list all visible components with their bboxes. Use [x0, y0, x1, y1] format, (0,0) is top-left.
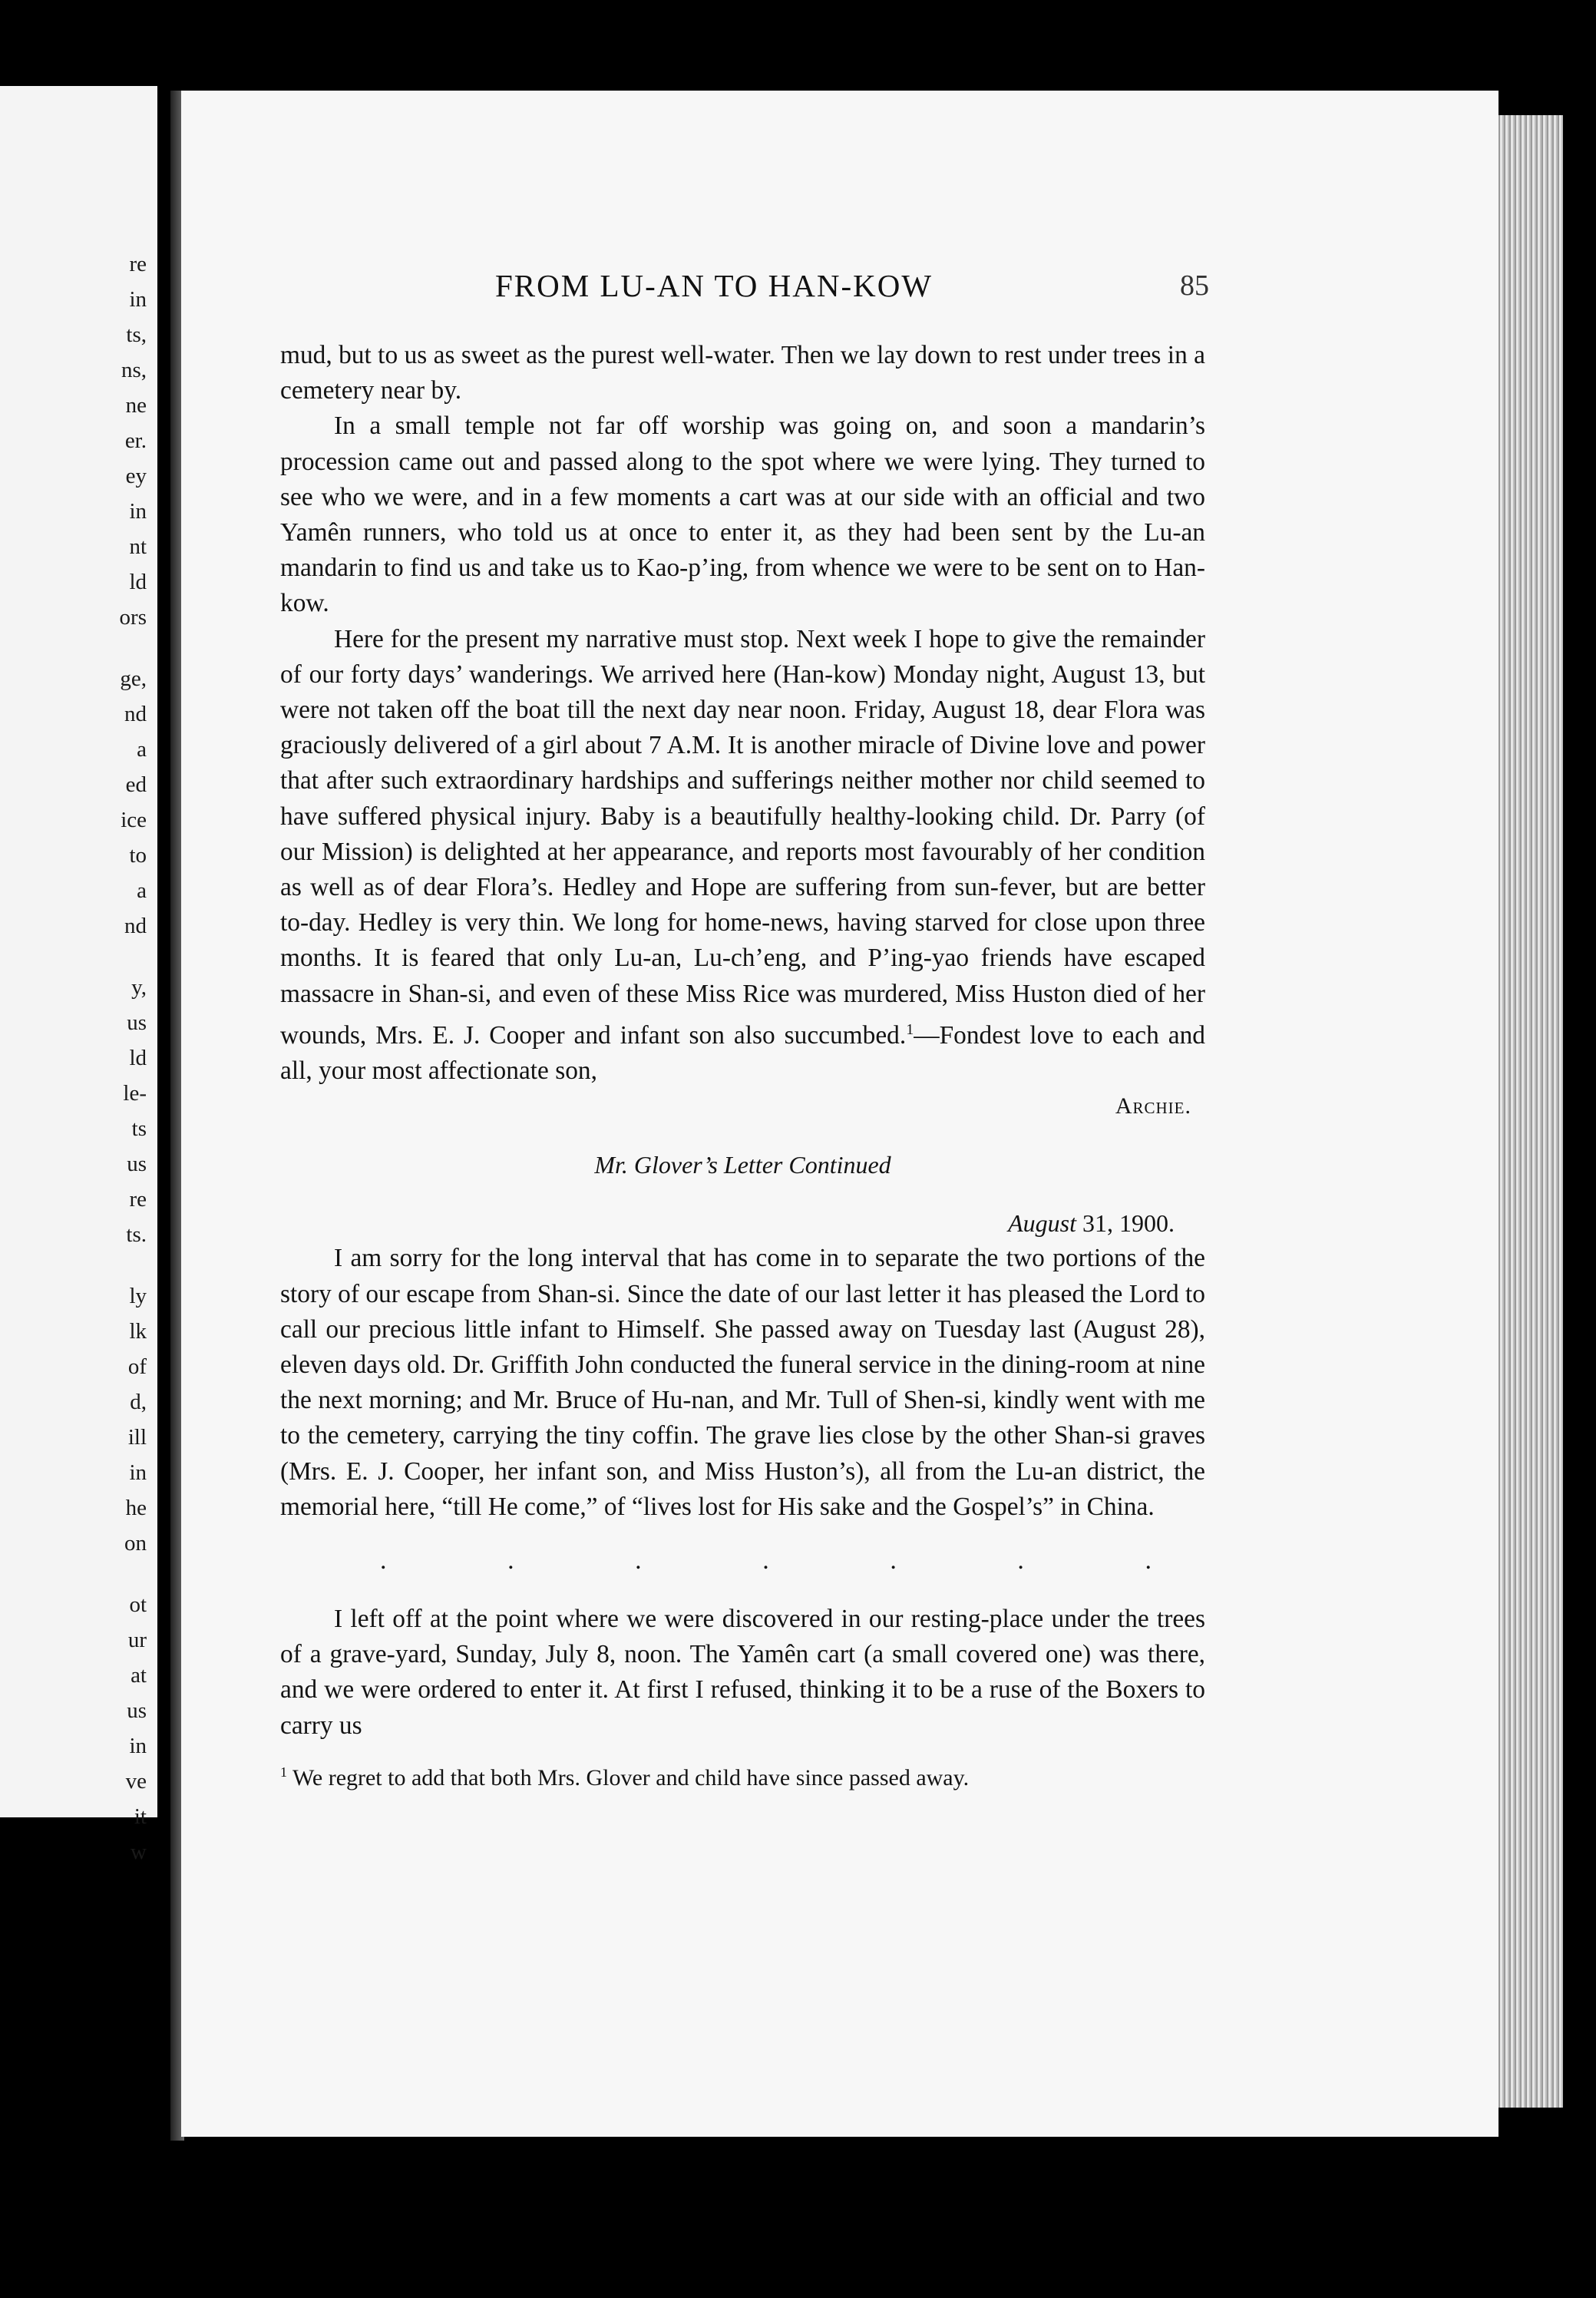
left-page-fragment: lk — [129, 1319, 147, 1344]
left-page-fragment: nd — [124, 914, 147, 938]
left-page-fragment: ld — [129, 1046, 147, 1070]
paragraph-5: I left off at the point where we were discovered in our resting-place under the trees of a grave-yard, Sunday, July 8, noon. The Yamên cart (a small covered one) was there, and we were ordered to enter it. At first I refused, thinking it to be a ruse of the Boxers to carry us — [280, 1605, 1205, 1740]
dateline — [280, 1205, 1175, 1241]
page-header — [292, 267, 1209, 313]
left-page-fragment: ts, — [126, 322, 147, 347]
left-page-fragment: ly — [129, 1284, 147, 1308]
paragraph-3 — [280, 622, 1205, 1089]
ellipsis-dot: . — [1017, 1546, 1024, 1576]
left-page-fragment: ld — [129, 570, 147, 594]
paragraph-3-text: Here for the present my narrative must stop. Next week I hope to give the remainder of our forty days’ wanderings. We arrived here (Han-kow) Monday night, August 13, but were not taken off the boat till the next day near noon. Friday, August 18, dear Flora was graciously delivered of a girl about 7 A.M. It is another miracle of Divine love and power that after such extraordinary hardships and sufferings neither mother nor child seemed to have suffered physical injury. Baby is a beautifully healthy-looking child. Dr. Parry (of our Mission) is delighted at her appearance, and reports most favourably of her condition as well as of dear Flora’s. Hedley and Hope are suffering from sun-fever, but are better to-day. Hedley is very thin. We long for home-news, having starved for close upon three months. It is feared that only Lu-an, Lu-ch’eng, and P’ing-yao friends have escaped massacre in Shan-si, and even of these Miss Rice was murdered, Miss Huston died of her wounds, Mrs. E. J. Cooper and infant son also succumbed. — [280, 624, 1205, 1050]
signature: Archie. — [1115, 1093, 1191, 1119]
ellipsis-row — [280, 1543, 1205, 1579]
ellipsis-dot: . — [1145, 1546, 1152, 1576]
ellipsis-dot: . — [380, 1546, 387, 1576]
page-body — [280, 338, 1205, 1794]
left-page-fragment: d, — [130, 1390, 147, 1414]
footnote-reference: 1 — [906, 1020, 914, 1038]
left-page-fragment: in — [129, 1734, 147, 1758]
left-page-fragment: in — [129, 1460, 147, 1485]
paragraph-2: In a small temple not far off worship was going on, and soon a mandarin’s procession came out and passed along to the spot where we were lying. They turned to see who we were, and in a few moments a cart was at our side with an official and two Yamên runners, who told us at once to enter it, as they had been sent by the Lu-an mandarin to find us and take us to Kao-p’ing, from whence we were to be sent on to Han-kow. — [280, 412, 1205, 618]
page-number: 85 — [1180, 269, 1209, 302]
left-page-fragment: y, — [131, 975, 147, 1000]
left-page-fragment: of — [127, 1354, 147, 1379]
left-page-fragment: ot — [129, 1592, 147, 1617]
paragraph-4: I am sorry for the long interval that has come in to separate the two portions of the story of our escape from Shan-si. Since the date of our last letter it has pleased the Lord to call our precious little infant to Himself. She passed away on Tuesday last (August 28), eleven days old. Dr. Griffith John conducted the funeral service in the dining-room at nine the next morning; and Mr. Bruce of Hu-nan, and Mr. Tull of Shen-si, kindly went with me to the cemetery, carrying the tiny coffin. The grave lies close by the other Shan-si graves (Mrs. E. J. Cooper, her infant son, and Miss Huston’s), all from the Lu-an district, the memorial here, “till He come,” of “lives lost for His sake and the Gospel’s” in China. — [280, 1244, 1205, 1521]
left-page-fragment: at — [131, 1663, 147, 1688]
ellipsis-dot: . — [635, 1546, 642, 1576]
left-page-fragment: a — [137, 737, 147, 762]
running-head: FROM LU-AN TO HAN-KOW — [495, 268, 933, 303]
left-page-fragment: ts. — [126, 1222, 147, 1247]
left-page-fragment: he — [125, 1496, 147, 1520]
paragraph-1: mud, but to us as sweet as the purest well-water. Then we lay down to rest under trees in a cemetery near by. — [280, 341, 1205, 405]
left-page-fragment: er. — [124, 428, 147, 453]
left-page-fragment: ns, — [121, 358, 147, 382]
left-page-fragment: in — [129, 499, 147, 524]
left-page-fragment: nt — [129, 534, 147, 559]
left-page-fragment: nd — [124, 702, 147, 726]
left-page-fragment: ur — [127, 1628, 147, 1652]
left-page-fragment: ne — [125, 393, 147, 418]
section-heading: Mr. Glover’s Letter Continued — [594, 1151, 891, 1179]
ellipsis-dot: . — [762, 1546, 769, 1576]
footnote-text: We regret to add that both Mrs. Glover and child have since passed away. — [292, 1764, 970, 1790]
left-page-fragment: ice — [121, 808, 147, 832]
left-page-fragment: ve — [125, 1769, 147, 1794]
left-page-fragment: ors — [119, 605, 147, 630]
left-page-fragment: a — [137, 878, 147, 903]
date-month: August — [1008, 1209, 1076, 1238]
left-page-fragment: to — [129, 843, 147, 868]
footnote — [280, 1756, 1205, 1794]
left-page-fragment: ts — [131, 1116, 147, 1141]
left-page-fragment: us — [127, 1010, 147, 1035]
left-page-fragment: us — [127, 1152, 147, 1176]
left-facing-page — [0, 86, 157, 1864]
ellipsis-dot: . — [890, 1546, 897, 1576]
left-page-fragment: us — [127, 1698, 147, 1723]
left-page-fragment: ey — [125, 464, 147, 488]
left-page-fragment: it — [134, 1804, 147, 1829]
left-page-fragment: in — [129, 287, 147, 312]
left-page-fragment: re — [129, 1187, 147, 1212]
left-page-fragment: ill — [127, 1425, 147, 1450]
ellipsis-dot: . — [507, 1546, 514, 1576]
left-page-fragment: re — [129, 252, 147, 276]
left-page-fragment: on — [124, 1531, 147, 1556]
left-page-fragment: ge, — [120, 666, 147, 691]
footnote-marker: 1 — [280, 1764, 287, 1780]
left-page-fragment: le- — [123, 1081, 147, 1106]
date-rest: 31, 1900. — [1082, 1209, 1175, 1238]
page-edges — [1499, 115, 1563, 2108]
left-page-fragment: w — [131, 1840, 147, 1864]
paragraph-3-tail: —Fondest love to each and all, your most affectionate son, — [280, 1020, 1205, 1086]
left-page-fragment: ed — [125, 772, 147, 797]
